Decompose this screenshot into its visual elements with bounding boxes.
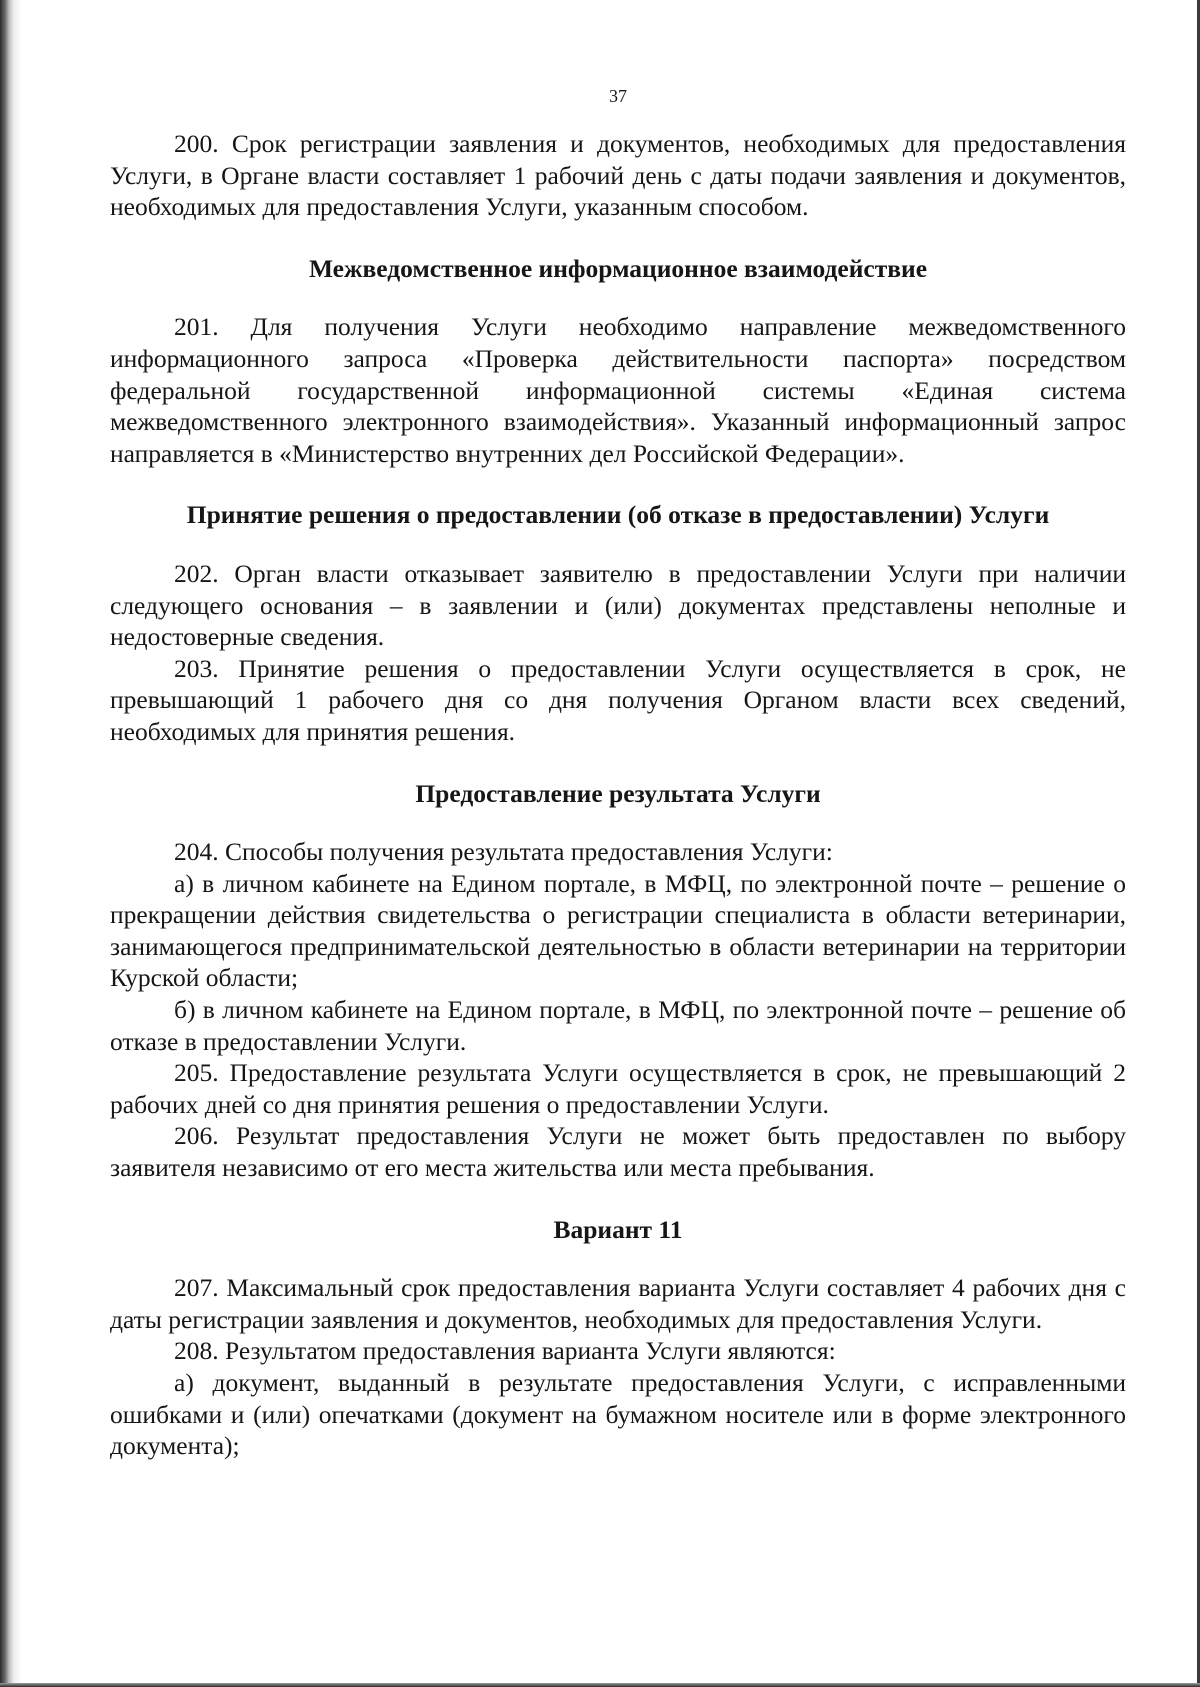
paragraph-201: 201. Для получения Услуги необходимо направление межведомственного информационного запроса «Проверка действительности паспорта» посредством федеральной государственной информационной системы «Единая система межведомственного электронного взаимодействия». Указанный информационный запрос направляется в «Министерство внутренних дел Российской Федерации». <box>110 312 1126 468</box>
page-number: 37 <box>609 86 627 106</box>
paragraph-204-b: б) в личном кабинете на Едином портале, в МФЦ, по электронной почте – решение об отказе в предоставлении Услуги. <box>110 995 1126 1056</box>
paragraph-204-a: а) в личном кабинете на Едином портале, в МФЦ, по электронной почте – решение о прекращении действия свидетельства о регистрации специалиста в области ветеринарии, занимающегося предпринимательской деятельностью в области ветеринарии на территории Курской области; <box>110 868 1126 993</box>
paragraph-200: 200. Срок регистрации заявления и документов, необходимых для предоставления Услуги, в Органе власти составляет 1 рабочий день с даты подачи заявления и документов, необходимых для предоставления Услуги, указанным способом. <box>110 129 1126 222</box>
scan-bottom-edge <box>0 1683 1200 1687</box>
scan-left-edge <box>0 0 22 1687</box>
paragraph-204: 204. Способы получения результата предоставления Услуги: <box>174 837 833 867</box>
paragraph-202: 202. Орган власти отказывает заявителю в предоставлении Услуги при наличии следующего основания – в заявлении и (или) документах представлены неполные и недостоверные сведения. <box>110 558 1126 652</box>
heading-decision: Принятие решения о предоставлении (об отказе в предоставлении) Услуги <box>186 500 1050 530</box>
paragraph-205: 205. Предоставление результата Услуги осуществляется в срок, не превышающий 2 рабочих дней со дня принятия решения о предоставлении Услуги. <box>110 1058 1126 1119</box>
paragraph-208-a: а) документ, выданный в результате предоставления Услуги, с исправленными ошибками и (или) опечатками (документ на бумажном носителе или в форме электронного документа); <box>110 1368 1126 1461</box>
paragraph-203: 203. Принятие решения о предоставлении Услуги осуществляется в срок, не превышающий 1 рабочего дня со дня получения Органом власти всех сведений, необходимых для принятия решения. <box>110 653 1126 746</box>
heading-variant-11: Вариант 11 <box>553 1214 683 1244</box>
paragraph-208: 208. Результатом предоставления варианта Услуги являются: <box>174 1336 836 1366</box>
heading-interagency-interaction: Межведомственное информационное взаимодействие <box>308 253 928 283</box>
document-page <box>110 84 1126 1462</box>
paragraph-207: 207. Максимальный срок предоставления варианта Услуги составляет 4 рабочих дня с даты регистрации заявления и документов, необходимых для предоставления Услуги. <box>110 1273 1126 1334</box>
heading-result: Предоставление результата Услуги <box>415 778 821 808</box>
paragraph-206: 206. Результат предоставления Услуги не может быть предоставлен по выбору заявителя независимо от его места жительства или места пребывания. <box>110 1121 1126 1183</box>
